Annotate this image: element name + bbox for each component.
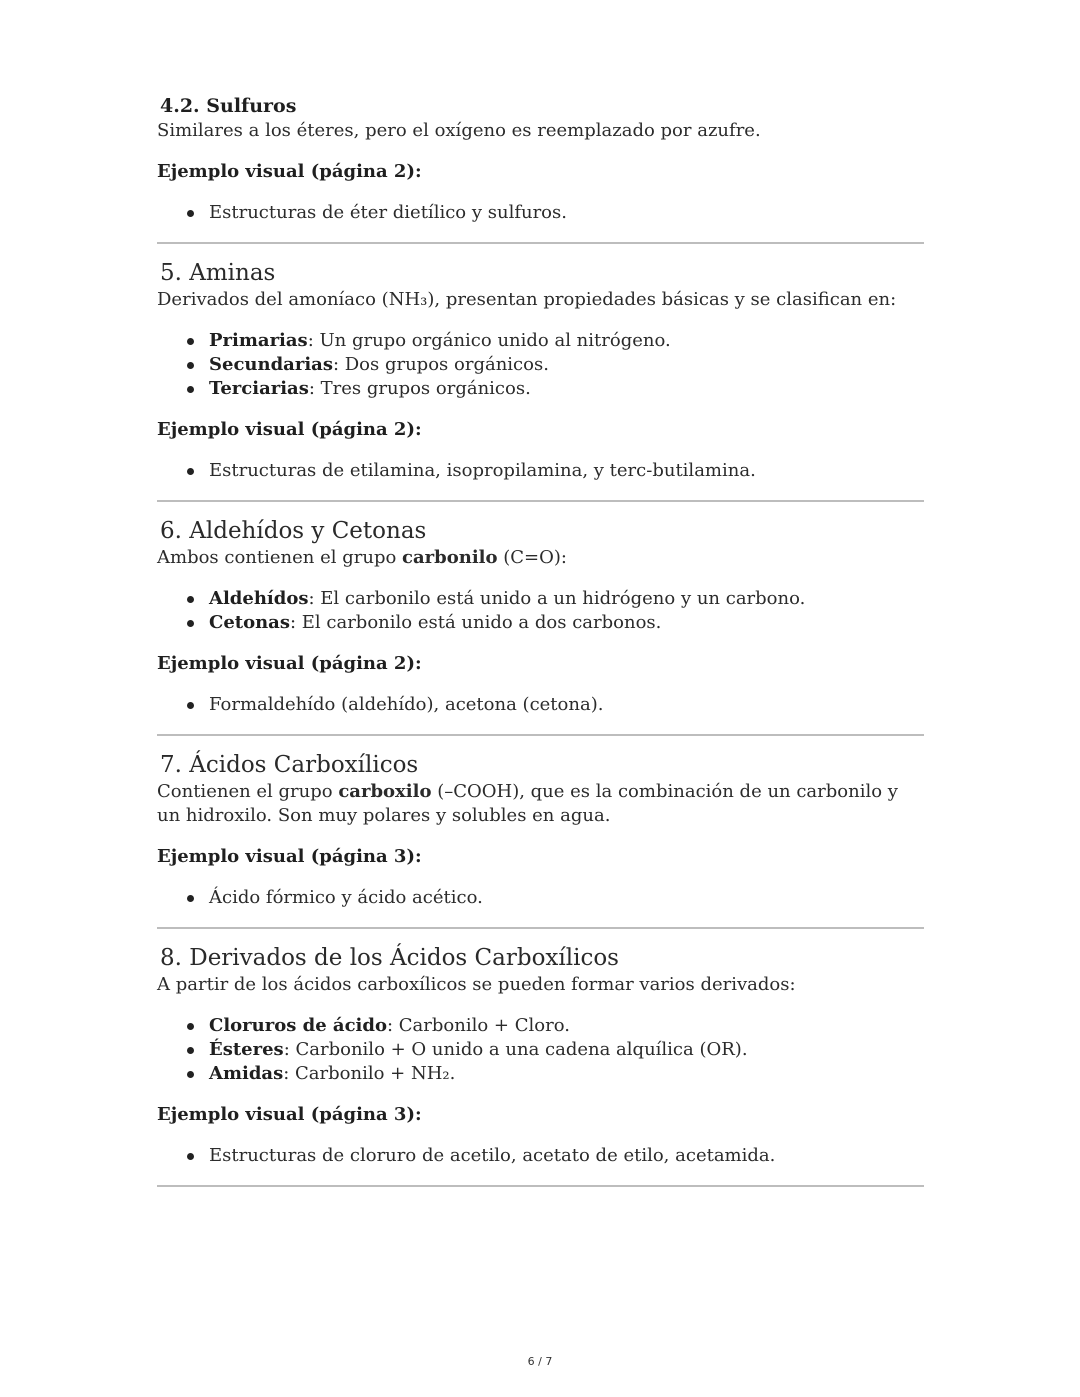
section-derivados (157, 943, 924, 1168)
divider (157, 927, 924, 929)
list-item (209, 1038, 924, 1062)
example-list (157, 1144, 924, 1168)
bullet-icon (187, 1153, 194, 1160)
list-item (209, 1014, 924, 1038)
list-item-term: Terciarias (209, 378, 309, 399)
bullet-icon (187, 210, 194, 217)
bullet-icon (187, 1023, 194, 1030)
list-item-desc: : El carbonilo está unido a dos carbonos. (289, 612, 662, 633)
list-item (209, 1062, 924, 1086)
section-paragraph: A partir de los ácidos carboxílicos se pueden formar varios derivados: (157, 974, 796, 995)
list-item-term: Ésteres (209, 1039, 284, 1060)
example-label: Ejemplo visual (página 2): (157, 419, 422, 440)
list-item-desc: : El carbonilo está unido a un hidrógeno y un carbono. (308, 588, 806, 609)
list-item (209, 459, 924, 483)
document-page (157, 93, 924, 1187)
divider (157, 734, 924, 736)
bullet-icon (187, 386, 194, 393)
list-item-desc: : Dos grupos orgánicos. (332, 354, 549, 375)
bullet-icon (187, 338, 194, 345)
list-item (209, 201, 924, 225)
classification-list (157, 329, 924, 401)
list-item-desc: : Tres grupos orgánicos. (308, 378, 531, 399)
example-list (157, 459, 924, 483)
section-paragraph: Derivados del amoníaco (NH₃), presentan propiedades básicas y se clasifican en: (157, 289, 897, 310)
list-item-term: Primarias (209, 330, 308, 351)
list-item (209, 611, 924, 635)
paragraph-text: (–COOH), que es la combinación de un carbonilo y un hidroxilo. Son muy polares y solubles en agua. (157, 781, 898, 826)
page-number: 6 / 7 (527, 1355, 553, 1368)
bullet-icon (187, 362, 194, 369)
bullet-icon (187, 468, 194, 475)
example-label: Ejemplo visual (página 2): (157, 653, 422, 674)
example-list (157, 201, 924, 225)
example-label: Ejemplo visual (página 3): (157, 1104, 422, 1125)
bullet-icon (187, 895, 194, 902)
example-list (157, 693, 924, 717)
paragraph-bold-term: carboxilo (338, 781, 432, 802)
list-item-desc: : Un grupo orgánico unido al nitrógeno. (307, 330, 671, 351)
list-item-text: Estructuras de etilamina, isopropilamina, y terc-butilamina. (209, 460, 756, 481)
section-paragraph (157, 546, 924, 570)
list-item (209, 353, 924, 377)
list-item-desc: : Carbonilo + Cloro. (387, 1015, 570, 1036)
definition-list (157, 587, 924, 635)
list-item (209, 1144, 924, 1168)
list-item-term: Cloruros de ácido (209, 1015, 387, 1036)
bullet-icon (187, 596, 194, 603)
paragraph-bold-term: carbonilo (402, 547, 498, 568)
section-aminas (157, 258, 924, 483)
list-item (209, 587, 924, 611)
section-heading: 8. Derivados de los Ácidos Carboxílicos (160, 945, 619, 971)
list-item (209, 886, 924, 910)
list-item-text: Estructuras de éter dietílico y sulfuros. (209, 202, 567, 223)
list-item (209, 693, 924, 717)
bullet-icon (187, 1071, 194, 1078)
section-sulfuros (157, 93, 924, 225)
section-heading: 5. Aminas (160, 260, 276, 286)
bullet-icon (187, 702, 194, 709)
list-item-term: Cetonas (209, 612, 290, 633)
list-item-term: Amidas (209, 1063, 284, 1084)
section-acidos-carboxilicos (157, 750, 924, 910)
example-list (157, 886, 924, 910)
list-item-term: Aldehídos (209, 588, 309, 609)
divider (157, 1185, 924, 1187)
paragraph-text: (C=O): (497, 547, 567, 568)
list-item-term: Secundarias (209, 354, 333, 375)
example-label: Ejemplo visual (página 2): (157, 161, 422, 182)
section-paragraph (157, 780, 924, 828)
paragraph-text: Contienen el grupo (157, 781, 339, 802)
divider (157, 242, 924, 244)
list-item (209, 377, 924, 401)
list-item (209, 329, 924, 353)
section-aldehidos-cetonas (157, 516, 924, 717)
bullet-icon (187, 620, 194, 627)
list-item-text: Formaldehído (aldehído), acetona (cetona). (209, 694, 604, 715)
section-heading: 4.2. Sulfuros (160, 95, 297, 117)
divider (157, 500, 924, 502)
section-heading: 6. Aldehídos y Cetonas (160, 518, 427, 544)
list-item-desc: : Carbonilo + O unido a una cadena alquílica (OR). (283, 1039, 748, 1060)
list-item-text: Estructuras de cloruro de acetilo, acetato de etilo, acetamida. (209, 1145, 776, 1166)
example-label: Ejemplo visual (página 3): (157, 846, 422, 867)
list-item-text: Ácido fórmico y ácido acético. (209, 887, 483, 908)
section-heading: 7. Ácidos Carboxílicos (160, 752, 419, 778)
paragraph-text: Ambos contienen el grupo (157, 547, 403, 568)
list-item-desc: : Carbonilo + NH₂. (283, 1063, 456, 1084)
bullet-icon (187, 1047, 194, 1054)
section-paragraph: Similares a los éteres, pero el oxígeno es reemplazado por azufre. (157, 120, 761, 141)
derivatives-list (157, 1014, 924, 1086)
